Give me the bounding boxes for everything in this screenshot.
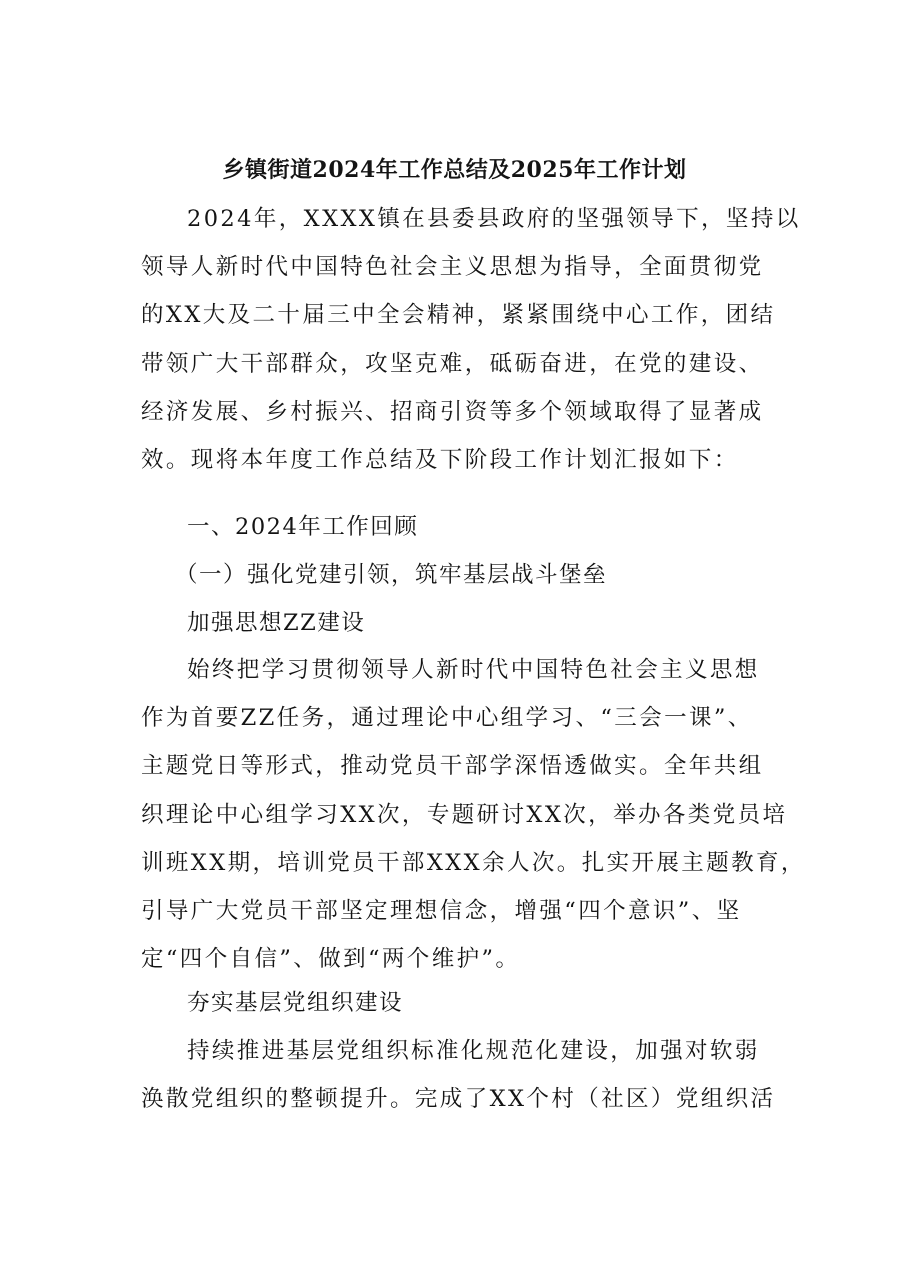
document-title: 乡镇街道2024年工作总结及2025年工作计划 — [222, 157, 687, 183]
section-heading: 一、2024年工作回顾 — [187, 514, 419, 540]
topic-2-paragraph — [141, 1027, 781, 1123]
paragraph-line: 持续推进基层党组织标准化规范化建设，加强对软弱 — [187, 1038, 760, 1064]
topic-heading: 夯实基层党组织建设 — [187, 990, 404, 1016]
intro-line: 效。现将本年度工作总结及下阶段工作计划汇报如下： — [141, 447, 739, 474]
paragraph-line: 训班XX期，培训党员干部XXX余人次。扎实开展主题教育， — [141, 849, 806, 876]
topic-1-paragraph — [141, 646, 806, 983]
intro-line: 2024年，XXXX镇在县委县政府的坚强领导下，坚持以 — [187, 206, 801, 232]
paragraph-line: 始终把学习贯彻领导人新时代中国特色社会主义思想 — [187, 657, 760, 683]
intro-line: 带领广大干部群众，攻坚克难，砥砺奋进，在党的建设、 — [141, 350, 764, 377]
paragraph-line: 织理论中心组学习XX次，专题研讨XX次，举办各类党员培 — [141, 801, 788, 828]
subsection-heading: （一）强化党建引领，筑牢基层战斗堡垒 — [175, 562, 608, 588]
intro-line: 领导人新时代中国特色社会主义思想为指导，全面贯彻党 — [141, 254, 764, 281]
intro-line: 的XX大及二十届三中全会精神，紧紧围绕中心工作，团结 — [141, 302, 776, 329]
paragraph-line: 主题党日等形式，推动党员干部学深悟透做实。全年共组 — [141, 753, 764, 780]
intro-line: 经济发展、乡村振兴、招商引资等多个领域取得了显著成 — [141, 398, 764, 425]
paragraph-line: 作为首要ZZ任务，通过理论中心组学习、“三会一课”、 — [141, 705, 753, 732]
paragraph-line: 引导广大党员干部坚定理想信念，增强“四个意识”、坚 — [141, 898, 742, 925]
paragraph-line: 涣散党组织的整顿提升。完成了XX个村（社区）党组织活 — [141, 1086, 776, 1113]
intro-paragraph — [141, 195, 801, 484]
paragraph-line: 定“四个自信”、做到“两个维护”。 — [141, 946, 521, 973]
topic-heading: 加强思想ZZ建设 — [187, 610, 366, 636]
